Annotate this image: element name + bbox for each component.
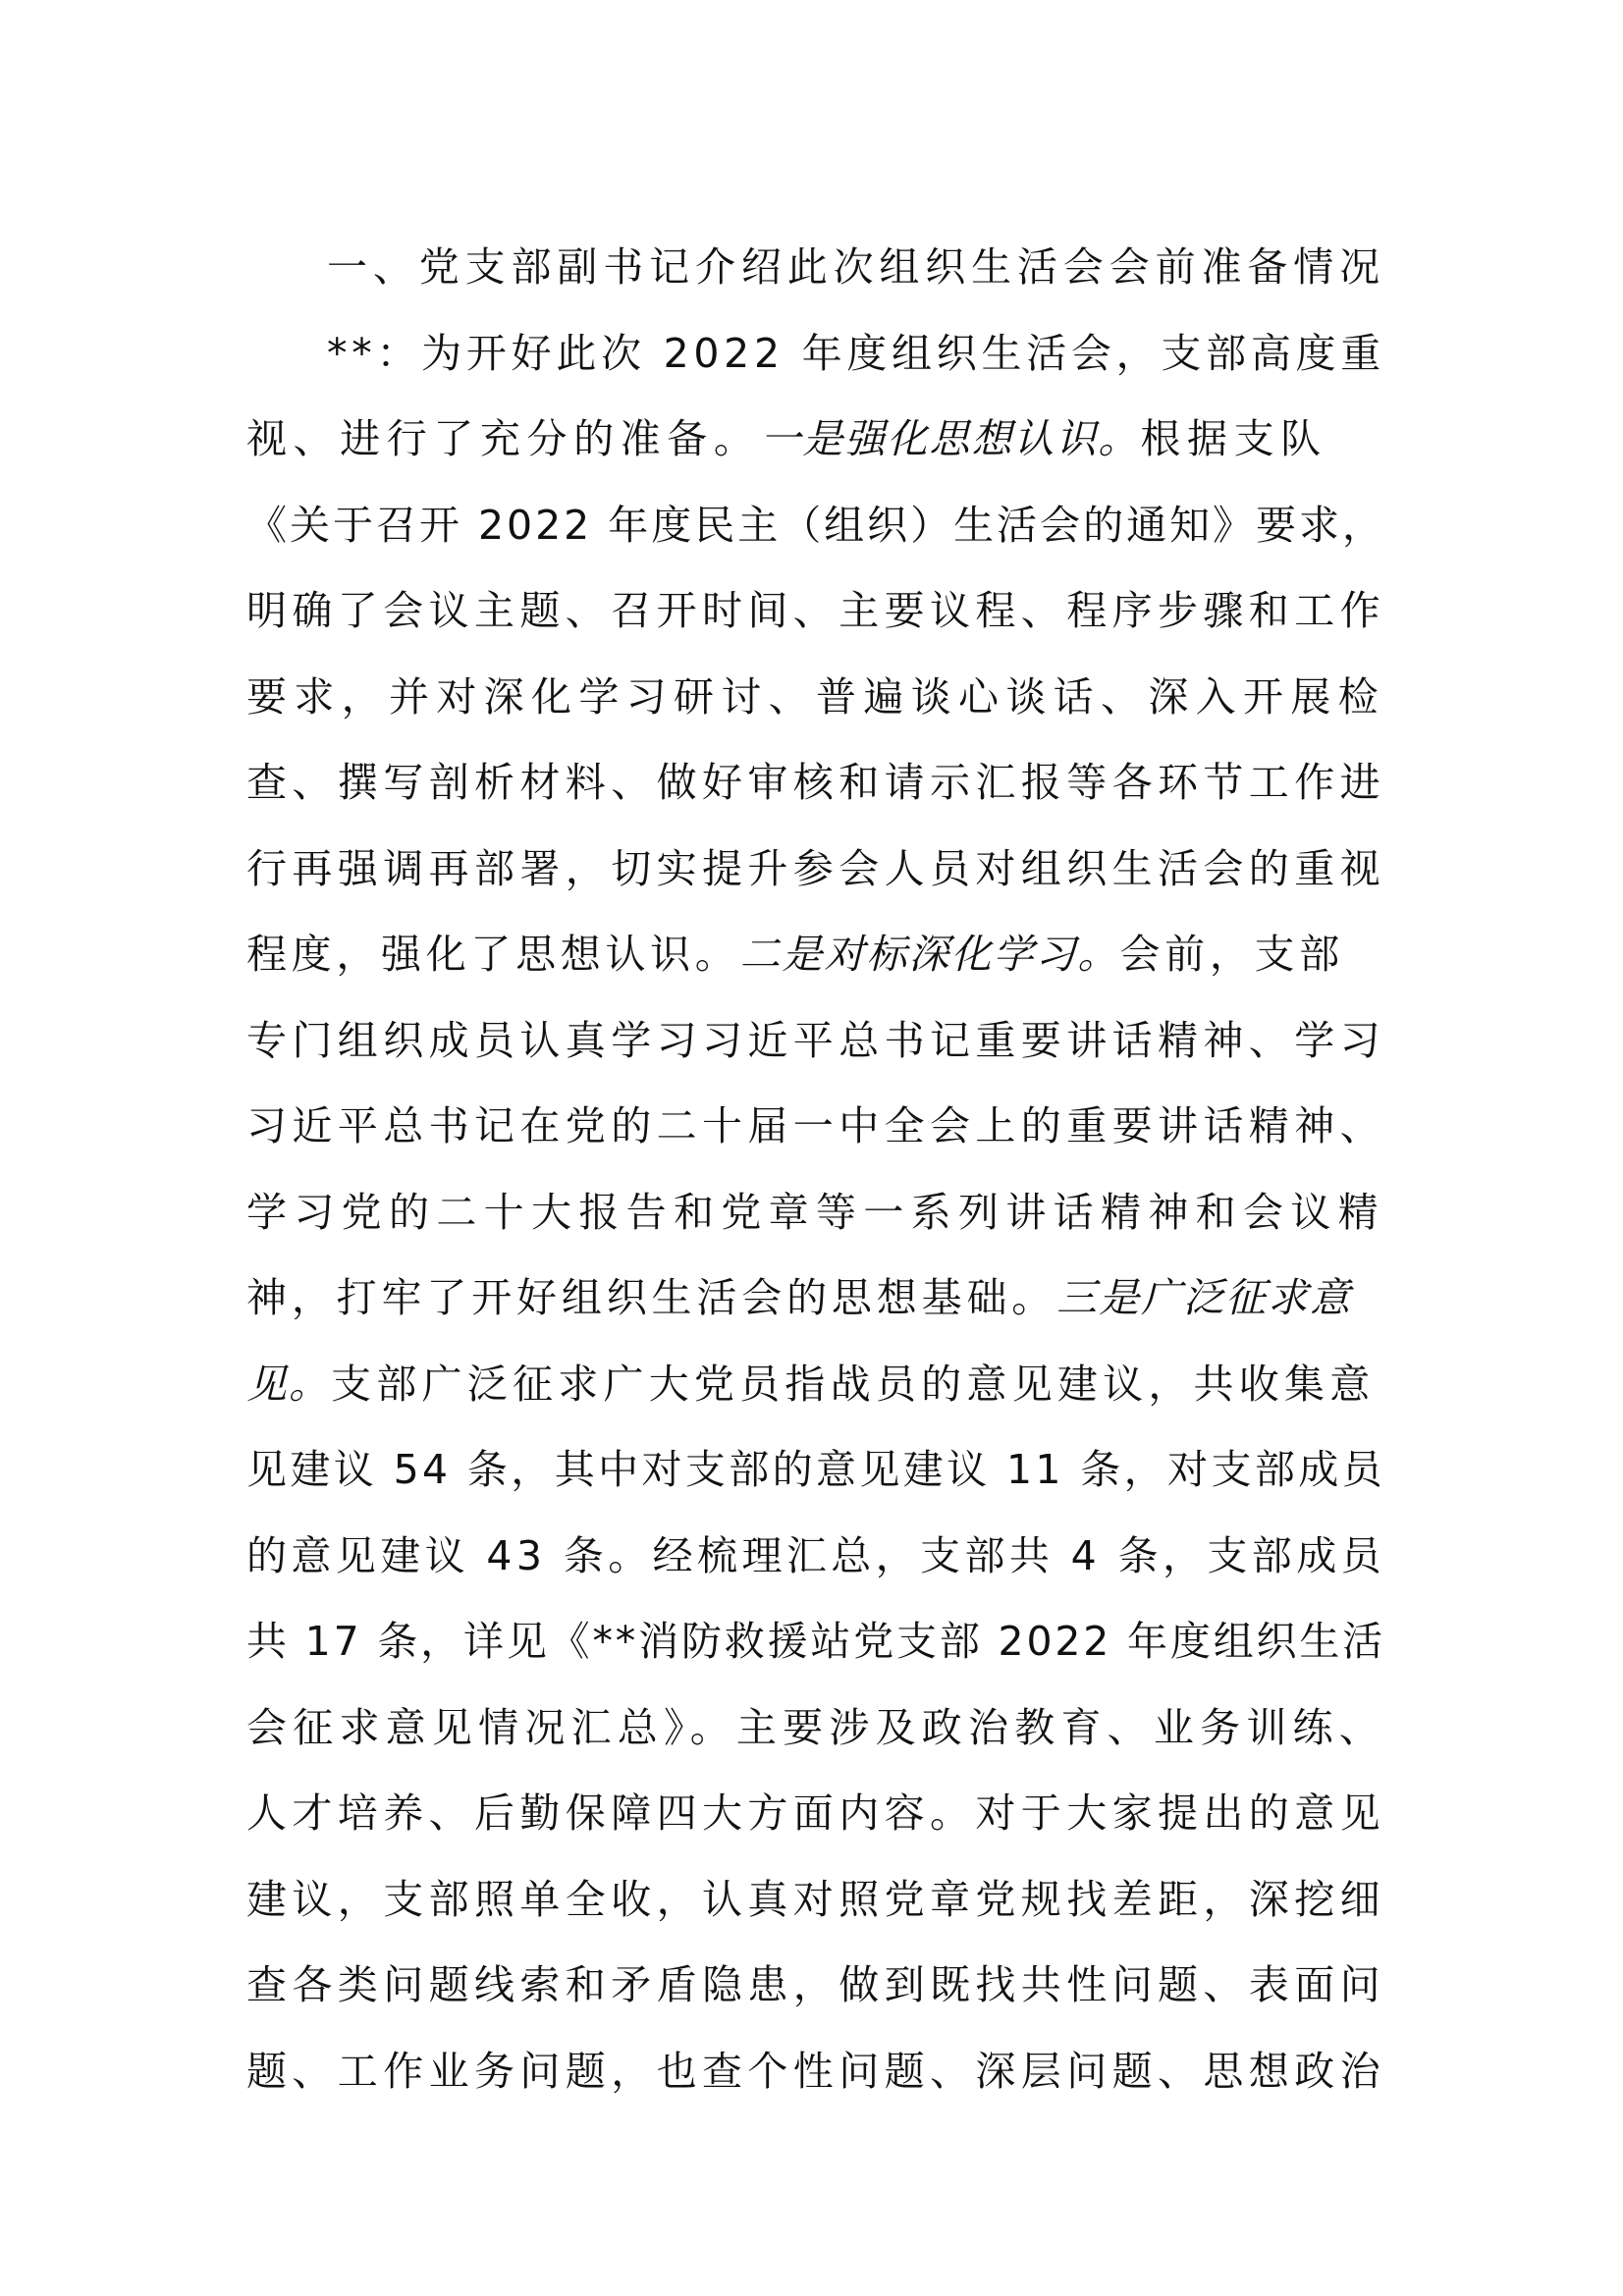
document-body xyxy=(246,225,1385,2114)
text-run: 《关于召开 2022 年度民主（组织）生活会的通知》要求， xyxy=(246,501,1385,549)
paragraph-line xyxy=(246,998,1385,1085)
paragraph-line-text xyxy=(246,2029,1385,2115)
paragraph-line-text xyxy=(246,1427,1385,1514)
paragraph-line xyxy=(246,1599,1385,1685)
text-run: 建议，支部照单全收，认真对照党章党规找差距，深挖细 xyxy=(246,1875,1385,1923)
text-run: 会前，支部 xyxy=(1119,931,1344,978)
paragraph-line xyxy=(246,655,1385,741)
text-run: 明确了会议主题、召开时间、主要议程、程序步骤和工作 xyxy=(246,587,1385,634)
text-run: 共 17 条，详见《**消防救援站党支部 2022 年度组织生活 xyxy=(246,1618,1385,1665)
paragraph-line-text xyxy=(246,1857,1385,1944)
paragraph-line-text xyxy=(246,827,1385,913)
paragraph-line xyxy=(246,827,1385,913)
emphasis-phrase: 三是广泛征求意 xyxy=(1056,1274,1353,1321)
emphasis-phrase: 二是对标深化学习。 xyxy=(739,931,1120,978)
paragraph-line-text xyxy=(246,998,1385,1085)
text-run: 学习党的二十大报告和党章等一系列讲话精神和会议精 xyxy=(246,1188,1385,1236)
text-run: 习近平总书记在党的二十届一中全会上的重要讲话精神、 xyxy=(246,1102,1385,1149)
paragraph-line-text xyxy=(246,1170,1385,1256)
section-heading xyxy=(246,225,1385,311)
emphasis-phrase: 见。 xyxy=(246,1360,331,1408)
paragraph-line-text xyxy=(246,655,1385,741)
text-run: 要求，并对深化学习研讨、普遍谈心谈话、深入开展检 xyxy=(246,672,1385,721)
text-run: 查各类问题线索和矛盾隐患，做到既找共性问题、表面问 xyxy=(246,1961,1385,2008)
paragraph xyxy=(246,311,1385,2115)
paragraph-line xyxy=(246,1771,1385,1857)
text-run: 根据支队 xyxy=(1140,415,1327,462)
emphasis-phrase: 一是强化思想认识。 xyxy=(760,415,1141,462)
paragraph-line-text xyxy=(246,1342,1376,1428)
paragraph-line xyxy=(246,1255,1385,1342)
paragraph-line-text xyxy=(246,1084,1385,1170)
text-run: 程度，强化了思想认识。 xyxy=(246,931,740,978)
paragraph-line-text xyxy=(246,912,1344,998)
paragraph-line xyxy=(246,483,1385,569)
paragraph-line xyxy=(246,1084,1385,1170)
text-run: 会征求意见情况汇总》。主要涉及政治教育、业务训练、 xyxy=(246,1703,1385,1751)
paragraph-line xyxy=(246,1427,1385,1514)
text-run: 专门组织成员认真学习习近平总书记重要讲话精神、学习 xyxy=(246,1016,1385,1064)
paragraph-line-text xyxy=(246,397,1327,483)
paragraph-line xyxy=(246,311,1385,398)
paragraph-line-text xyxy=(246,1255,1352,1342)
paragraph-line-text xyxy=(246,483,1385,569)
paragraph-line-text xyxy=(246,740,1385,827)
text-run: 的意见建议 43 条。经梳理汇总，支部共 4 条，支部成员 xyxy=(246,1531,1385,1579)
text-run: 人才培养、后勤保障四大方面内容。对于大家提出的意见 xyxy=(246,1789,1385,1837)
paragraph-line xyxy=(246,1943,1385,2029)
text-run: 行再强调再部署，切实提升参会人员对组织生活会的重视 xyxy=(246,844,1385,892)
text-run: 支部广泛征求广大党员指战员的意见建议，共收集意 xyxy=(331,1360,1376,1408)
paragraph-line-text xyxy=(246,1771,1385,1857)
paragraph-line-text xyxy=(327,311,1385,398)
text-run: 神，打牢了开好组织生活会的思想基础。 xyxy=(246,1274,1057,1321)
paragraph-line-text xyxy=(246,568,1385,655)
paragraph-line xyxy=(246,397,1385,483)
paragraph-line-text xyxy=(246,1685,1385,1772)
paragraph-line xyxy=(246,1514,1385,1600)
paragraph-line xyxy=(246,1685,1385,1772)
paragraph-line xyxy=(246,1342,1385,1428)
text-run: 题、工作业务问题，也查个性问题、深层问题、思想政治 xyxy=(246,2047,1385,2095)
paragraph-line xyxy=(246,1170,1385,1256)
text-run: 见建议 54 条，其中对支部的意见建议 11 条，对支部成员 xyxy=(246,1446,1385,1493)
paragraph-line-text xyxy=(246,1514,1385,1600)
paragraph-line xyxy=(246,2029,1385,2115)
paragraph-line xyxy=(246,740,1385,827)
paragraph-line xyxy=(246,912,1385,998)
section-heading-text: 一、党支部副书记介绍此次组织生活会会前准备情况 xyxy=(327,243,1385,291)
paragraph-line xyxy=(246,568,1385,655)
text-run: **：为开好此次 2022 年度组织生活会，支部高度重 xyxy=(327,329,1385,377)
text-run: 查、撰写剖析材料、做好审核和请示汇报等各环节工作进 xyxy=(246,759,1385,806)
paragraph-line-text xyxy=(246,1599,1385,1685)
paragraph-line xyxy=(246,1857,1385,1944)
text-run: 视、进行了充分的准备。 xyxy=(246,415,761,462)
paragraph-line-text xyxy=(246,1943,1385,2029)
